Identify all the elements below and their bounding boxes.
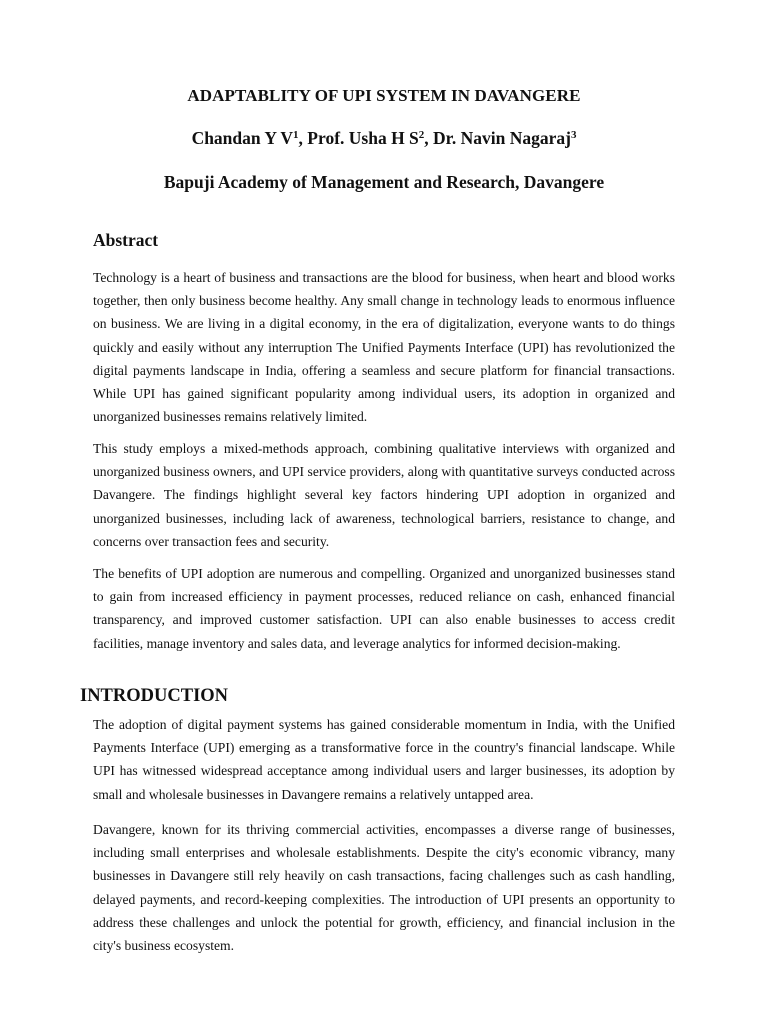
abstract-heading: Abstract — [93, 230, 159, 250]
author-separator: , — [298, 128, 308, 148]
author-separator: , — [424, 128, 434, 148]
abstract-paragraph: The benefits of UPI adoption are numerous and compelling. Organized and unorganized businesses stand to gain from increased efficiency in payment processes, reduced reliance on cash, enhanced financial transparency, and improved customer satisfaction. UPI can also enable businesses to access credit facilities, manage inventory and sales data, and leverage analytics for informed decision-making. — [93, 566, 675, 651]
abstract-paragraph: Technology is a heart of business and transactions are the blood for business, when heart and blood works together, then only business become healthy. Any small change in technology leads to enormous influence on business. We are living in a digital economy, in the era of digitalization, everyone wants to do things quickly and easily without any interruption The Unified Payments Interface (UPI) has revolutionized the digital payments landscape in India, offering a seamless and secure platform for financial transactions. While UPI has gained significant popularity among individual users, its adoption in organized and unorganized businesses remains relatively limited. — [93, 270, 675, 425]
author-affiliation-mark: 2 — [418, 129, 425, 141]
author-affiliation-mark: 1 — [293, 129, 299, 141]
paper-title: ADAPTABLITY OF UPI SYSTEM IN DAVANGERE — [187, 86, 581, 105]
author-list — [0, 128, 768, 149]
introduction-heading: INTRODUCTION — [80, 686, 229, 706]
author-name: Chandan Y V — [191, 128, 294, 148]
introduction-paragraph: Davangere, known for its thriving commercial activities, encompasses a diverse range of businesses, including small enterprises and wholesale establishments. Despite the city's economic vibrancy, many businesses in Davangere still rely heavily on cash transactions, facing challenges such as cash handling, delayed payments, and record-keeping complexities. The introduction of UPI presents an opportunity to address these challenges and unlock the potential for growth, efficiency, and financial inclusion in the city's business ecosystem. — [93, 822, 675, 954]
author-name: Prof. Usha H S — [307, 128, 419, 148]
introduction-paragraph: The adoption of digital payment systems has gained considerable momentum in India, with the Unified Payments Interface (UPI) emerging as a transformative force in the country's financial landscape. While UPI has witnessed widespread acceptance among individual users and larger businesses, its adoption by small and wholesale businesses in Davangere remains a relatively untapped area. — [93, 717, 675, 802]
author-affiliation-mark: 3 — [570, 129, 577, 141]
abstract-paragraph: This study employs a mixed-methods approach, combining qualitative interviews with organized and unorganized business owners, and UPI service providers, along with quantitative surveys conducted across Davangere. The findings highlight several key factors hindering UPI adoption in organized and unorganized businesses, including lack of awareness, technological barriers, resistance to change, and concerns over transaction fees and security. — [93, 441, 675, 549]
author-name: Dr. Navin Nagaraj — [433, 128, 571, 148]
author-affiliation: Bapuji Academy of Management and Research, Davangere — [163, 172, 605, 192]
